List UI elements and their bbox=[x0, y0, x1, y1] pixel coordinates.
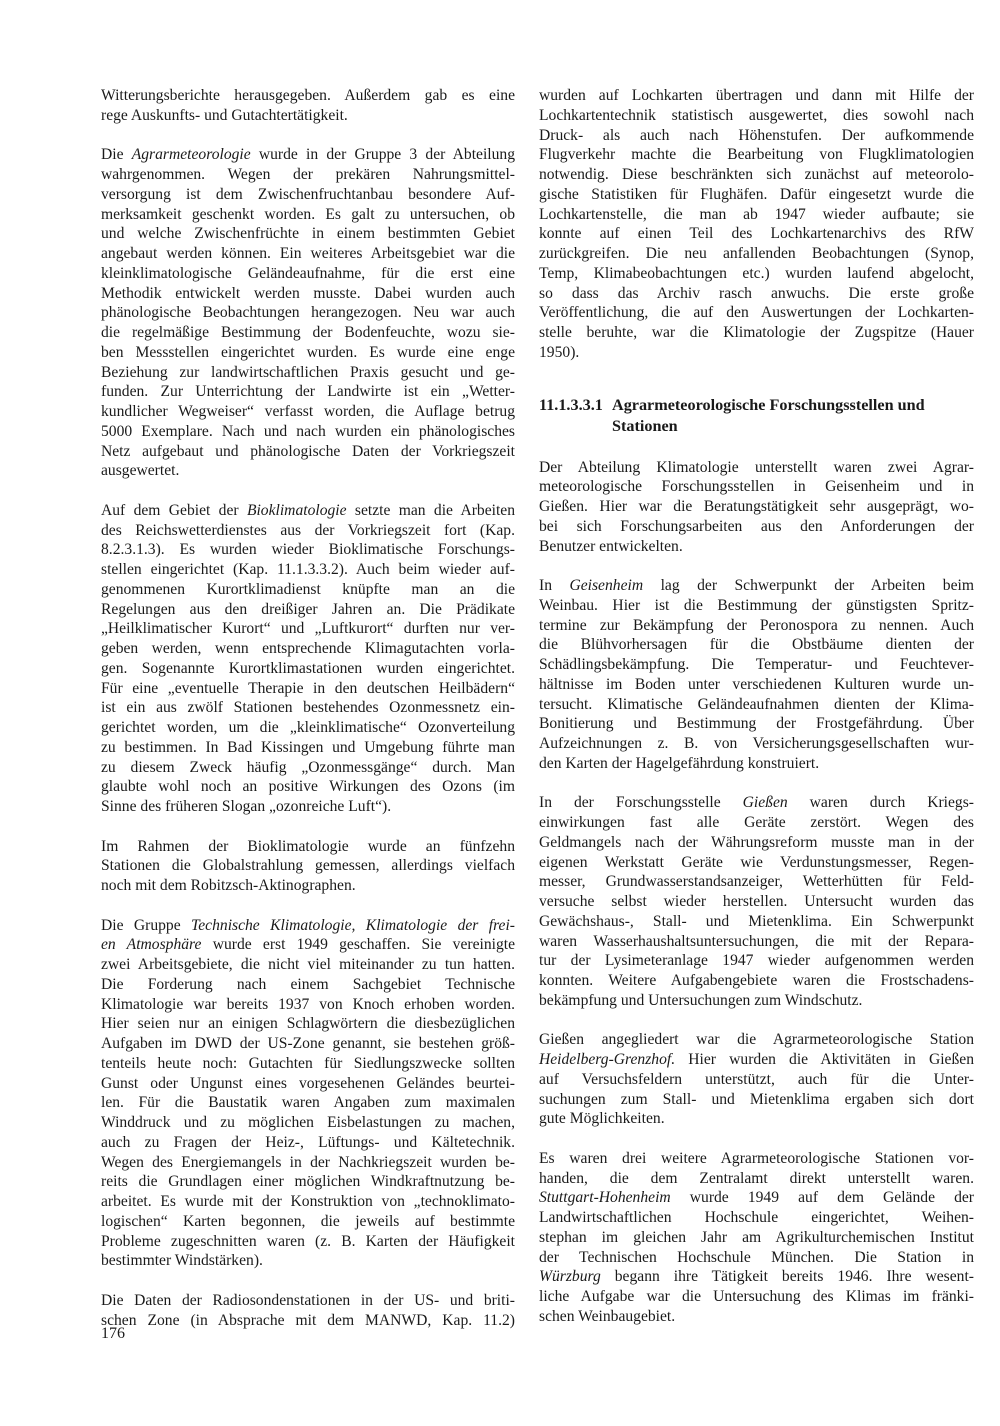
text-line: tenteils heute noch: Gutachten für Siedlungszwecke sollten bbox=[101, 1054, 515, 1072]
text-line: handen, die dem Zentralamt direkt unterstellt waren. bbox=[539, 1169, 974, 1187]
text-line: stephan im gleichen Jahr am Agrikulturchemischen Institut bbox=[539, 1228, 974, 1246]
text-line: Würzburg begann ihre Tätigkeit bereits 1946. Ihre wesent- bbox=[539, 1268, 974, 1286]
emphasis-term: Heidelberg-Grenzhof. bbox=[539, 1051, 676, 1068]
text-line: Auf dem Gebiet der Bioklimatologie setzte man die Arbeiten bbox=[101, 501, 515, 519]
text-line: eigenen Werkstatt Geräte wie Verdunstungsmesser, Regen- bbox=[539, 853, 974, 871]
section-heading bbox=[539, 395, 974, 437]
text-line: rege Auskunfts- und Gutachtertätigkeit. bbox=[101, 106, 348, 124]
text-line: Für eine „eventuelle Therapie in den deutschen Heilbädern“ bbox=[101, 679, 515, 697]
text-line: Im Rahmen der Bioklimatologie wurde an fünfzehn bbox=[101, 837, 515, 855]
right-column bbox=[539, 86, 974, 1346]
text-line: Witterungsberichte herausgegeben. Außerdem gab es eine bbox=[101, 87, 515, 104]
paragraph-lochkarten bbox=[539, 86, 974, 363]
text-line: gen. Sogenannte Kurortklimastationen wurden eingerichtet. bbox=[101, 659, 515, 677]
text-line: en Atmosphäre wurde erst 1949 geschaffen. Sie vereinigte bbox=[101, 936, 515, 954]
text-line: Schädlingsbekämpfung. Die Temperatur- und Feuchtever- bbox=[539, 656, 974, 673]
text-line: glaubte wohl noch an positive Wirkungen des Ozons (im bbox=[101, 778, 515, 796]
text-line: bei sich Forschungsarbeiten aus den Anforderungen der bbox=[539, 517, 974, 535]
text-line: merksamkeit geschenkt worden. Es galt zu untersuchen, ob bbox=[101, 205, 515, 223]
text-line: Gewächshaus-, Stall- und Mietenklima. Ein Schwerpunkt bbox=[539, 912, 974, 930]
text-line: Beziehung zur landwirtschaftlichen Praxis gesucht und ge- bbox=[101, 363, 515, 381]
text-line: Gießen angegliedert war die Agrarmeteorologische Station bbox=[539, 1031, 974, 1049]
text-line: suchungen zum Stall- und Mietenklima ergaben sich dort bbox=[539, 1090, 974, 1108]
text-line: hältnisse im Boden unter verschiedenen Kulturen wurde un- bbox=[539, 675, 974, 693]
paragraph-abteilung-klimatologie bbox=[539, 458, 974, 557]
text-line: bekämpfung und Untersuchungen zum Windschutz. bbox=[539, 991, 863, 1009]
text-line: Es waren drei weitere Agrarmeteorologische Stationen vor- bbox=[539, 1149, 974, 1167]
text-line: messer, Grundwasserstandsanzeiger, Wetterhütten für Feld- bbox=[539, 873, 974, 891]
text-line: Flugverkehr machte die Bearbeitung von Flugklimatologien bbox=[539, 146, 974, 164]
text-line: Veröffentlichung, die auf den Auswertungen der Lochkarten- bbox=[539, 304, 974, 322]
text-line: Geldmangels nach der Währungsreform musste man in der bbox=[539, 833, 974, 851]
text-line: funden. Zur Unterrichtung der Landwirte ist ein „Wetter- bbox=[101, 383, 515, 401]
text-line: die Blühvorhersagen für die Obstbäume dienten der bbox=[539, 636, 974, 654]
text-line: liche Aufgabe war die Untersuchung des Klimas im fränki- bbox=[539, 1288, 974, 1305]
text-line: Aufgaben im DWD der US-Zone genannt, sie bestehen größ- bbox=[101, 1035, 515, 1052]
text-line: der Technischen Hochschule München. Die Station in bbox=[539, 1248, 974, 1266]
text-line: tur der Lysimeteranlage 1947 wieder aufgenommen werden bbox=[539, 952, 974, 970]
text-line: Der Abteilung Klimatologie unterstellt waren zwei Agrar- bbox=[539, 458, 974, 476]
text-line: termine zur Bekämpfung der Peronospora zu nennen. Auch bbox=[539, 616, 974, 634]
text-line: Weinbau. Hier ist die Bestimmung der günstigsten Spritz- bbox=[539, 596, 974, 614]
text-line: gute Möglichkeiten. bbox=[539, 1110, 665, 1128]
text-line: Methodik entwickelt werden musste. Dabei wurden auch bbox=[101, 284, 515, 302]
text-line: Gießen. Hier war die Beratungstätigkeit sehr ausgeprägt, wo- bbox=[539, 498, 974, 515]
text-line: den Karten der Hagelgefährdung konstruiert. bbox=[539, 754, 820, 772]
text-line: gerichtet worden, um die „kleinklimatische“ Ozonverteilung bbox=[101, 719, 515, 736]
emphasis-term: en Atmosphäre bbox=[101, 936, 202, 954]
text-line: tersucht. Klimatische Geländeaufnahmen dienten der Klima- bbox=[539, 695, 974, 713]
emphasis-term: Technische Klimatologie, Klimatologie der frei- bbox=[191, 916, 516, 934]
text-line: und welche Zwischenfrüchte in einem bestimmten Gebiet bbox=[101, 225, 515, 243]
text-line: zu bestimmen. In Bad Kissingen und Umgebung führte man bbox=[101, 738, 515, 756]
text-line: Winddruck und zu möglichen Eisbelastungen zu machen, bbox=[101, 1114, 515, 1131]
paragraph-bioklimatologie bbox=[101, 501, 515, 817]
text-line: Stationen die Globalstrahlung gemessen, allerdings vielfach bbox=[101, 857, 515, 875]
text-line: konnten. Weitere Aufgabengebiete waren die Frostschadens- bbox=[539, 972, 974, 989]
text-line: schen Zone (in Absprache mit dem MANWD, Kap. 11.2) bbox=[101, 1311, 515, 1329]
text-line: ausgewertet. bbox=[101, 462, 180, 480]
text-line: Gunst oder Ungunst eines vorgesehenen Geländes beurtei- bbox=[101, 1074, 515, 1092]
emphasis-term: Gießen bbox=[742, 794, 788, 812]
text-line: Netz aufgebaut und phänologische Daten der Vorkriegszeit bbox=[101, 442, 515, 460]
section-number: 11.1.3.3.1 bbox=[539, 395, 603, 414]
text-line: len. Für die Baustatik waren Angaben zum maximalen bbox=[101, 1094, 515, 1112]
paragraph-giessen bbox=[539, 793, 974, 1010]
text-line: geben werden, wenn entsprechende Klimagutachten vorla- bbox=[101, 640, 515, 657]
text-line: Regelungen aus den dreißiger Jahren an. Die Prädikate bbox=[101, 600, 515, 618]
text-line: Die Gruppe Technische Klimatologie, Klimatologie der frei- bbox=[101, 916, 516, 934]
emphasis-term: Stuttgart-Hohenheim bbox=[539, 1189, 671, 1207]
text-line: die regelmäßige Bestimmung der Bodenfeuchte, wozu sie- bbox=[101, 324, 515, 341]
text-line: „Heilklimatischer Kurort“ und „Luftkurort“ durften nur ver- bbox=[101, 620, 515, 638]
text-line: ist ein aus zwölf Stationen bestehendes Ozonmessnetz ein- bbox=[101, 699, 515, 717]
text-line: kleinklimatologische Geländeaufnahme, für die erst eine bbox=[101, 264, 515, 282]
paragraph-radiosonden bbox=[101, 1291, 515, 1331]
text-line: Klimatologie war bereits 1937 von Knoch erhoben worden. bbox=[101, 995, 515, 1013]
text-line: wurden auf Lochkarten übertragen und dann mit Hilfe der bbox=[539, 87, 974, 104]
text-line: stellen eingerichtet (Kap. 11.1.3.3.2). Auch beim wieder auf- bbox=[101, 561, 515, 578]
text-line: Die Agrarmeteorologie wurde in der Gruppe 3 der Abteilung bbox=[101, 146, 516, 164]
text-line: Die Daten der Radiosondenstationen in der US- und briti- bbox=[101, 1291, 515, 1309]
section-title: Agrarmeteorologische Forschungsstellen und bbox=[612, 395, 925, 414]
section-title-continued: Stationen bbox=[612, 416, 678, 435]
text-line: zu diesem Zweck häufig „Ozonmessgänge“ durch. Man bbox=[101, 758, 515, 776]
text-line: arbeitet. Es wurde mit der Konstruktion von „technoklimato- bbox=[101, 1193, 515, 1210]
text-line: logischen“ Karten begonnen, die jeweils auf bestimmte bbox=[101, 1212, 515, 1230]
paragraph-technische-klimatologie bbox=[101, 916, 515, 1272]
text-line: Heidelberg-Grenzhof. Hier wurden die Aktivitäten in Gießen bbox=[539, 1051, 974, 1068]
text-line: 1950). bbox=[539, 343, 580, 361]
text-line: versuche selbst wieder herstellen. Untersucht wurden das bbox=[539, 893, 974, 910]
text-line: zurückgreifen. Die neu anfallenden Beobachtungen (Synop, bbox=[539, 245, 974, 262]
text-line: genommenen Kurortklimadienst knüpfte man an die bbox=[101, 580, 515, 598]
text-line: so dass das Archiv rasch anwuchs. Die erste große bbox=[539, 284, 974, 302]
text-line: Benutzer entwickelten. bbox=[539, 537, 683, 555]
paragraph-heidelberg-grenzhof bbox=[539, 1030, 974, 1129]
text-line: stelle beruhte, war die Klimatologie der Zugspitze (Hauer bbox=[539, 324, 974, 341]
text-line: schen Weinbaugebiet. bbox=[539, 1307, 676, 1325]
paragraph-weitere-stationen bbox=[539, 1149, 974, 1327]
text-line: noch mit dem Robitzsch-Aktinographen. bbox=[101, 877, 356, 894]
emphasis-term: Würzburg bbox=[539, 1268, 601, 1286]
text-line: kundlicher Wegweiser“ verfasst worden, die Auflage betrug bbox=[101, 403, 515, 420]
text-line: meteorologische Forschungsstellen in Geisenheim und in bbox=[539, 478, 974, 496]
text-line: des Reichswetterdienstes aus der Vorkriegszeit fort (Kap. bbox=[101, 521, 515, 539]
text-line: Aufzeichnungen z. B. von Versicherungsgesellschaften wur- bbox=[539, 735, 974, 752]
emphasis-term: Agrarmeteorologie bbox=[131, 146, 251, 164]
text-line: phänologische Beobachtungen herangezogen. Neu war auch bbox=[101, 304, 515, 322]
text-line: konnte auf einen Teil des Lochkartenarchivs des RfW bbox=[539, 225, 974, 243]
text-line: Wegen des Energiemangels in der Nachkriegszeit wurden be- bbox=[101, 1153, 515, 1171]
text-line: zwei Arbeitsgebiete, die nicht viel miteinander zu tun hatten. bbox=[101, 956, 515, 973]
text-line: 5000 Exemplare. Nach und nach wurden ein phänologisches bbox=[101, 422, 515, 440]
text-line: Sinne des früheren Slogan „ozonreiche Luft“). bbox=[101, 798, 392, 815]
text-line: versorgung ist dem Zwischenfruchtanbau besondere Auf- bbox=[101, 185, 515, 203]
text-line: ben Messstellen eingerichtet wurden. Es wurde eine enge bbox=[101, 343, 515, 361]
text-line: Stuttgart-Hohenheim wurde 1949 auf dem Gelände der bbox=[539, 1189, 974, 1207]
text-line: 8.2.3.1.3). Es wurden wieder Bioklimatische Forschungs- bbox=[101, 541, 515, 559]
text-line: wahrgenommen. Wegen der prekären Nahrungsmittel- bbox=[101, 166, 515, 183]
emphasis-term: Geisenheim bbox=[569, 577, 644, 594]
text-line: auf Versuchsfeldern unterstützt, auch für die Unter- bbox=[539, 1070, 974, 1088]
text-line: Hier seien nur an einigen Schlagwörtern die diesbezüglichen bbox=[101, 1015, 515, 1033]
paragraph-globalstrahlung bbox=[101, 837, 515, 896]
text-line: Lochkartenstelle, die man ab 1947 wieder aufbaute; sie bbox=[539, 205, 974, 223]
text-line: Druck- als auch nach Höhenstufen. Der aufkommende bbox=[539, 126, 974, 144]
text-line: einwirkungen fast alle Geräte zerstört. Wegen des bbox=[539, 814, 974, 831]
text-line: gische Statistiken für Flughäfen. Dafür eingesetzt wurde die bbox=[539, 185, 974, 203]
text-line: Bonitierung und Bestimmung der Frostgefährdung. Über bbox=[539, 715, 974, 733]
emphasis-term: Bioklimatologie bbox=[246, 501, 347, 519]
text-line: notwendig. Diese beschränkten sich zunächst auf meteorolo- bbox=[539, 166, 974, 183]
paragraph-geisenheim bbox=[539, 576, 974, 774]
text-line: reits die Grundlagen einer möglichen Windkraftnutzung be- bbox=[101, 1173, 515, 1191]
text-line: waren Wasserhaushaltsuntersuchungen, die mit der Repara- bbox=[539, 932, 974, 950]
text-line: angebaut werden können. Ein weiteres Arbeitsgebiet war die bbox=[101, 245, 515, 262]
text-line: Die Forderung nach einem Sachgebiet Technische bbox=[101, 975, 515, 993]
left-column bbox=[101, 86, 515, 1350]
text-line: bestimmter Windstärken). bbox=[101, 1252, 263, 1270]
text-line: Lochkartentechnik statistisch ausgewertet, dies sowohl nach bbox=[539, 106, 974, 124]
paragraph-agrarmeteorologie bbox=[101, 145, 515, 481]
paragraph-weather-reports bbox=[101, 86, 515, 126]
text-line: In der Forschungsstelle Gießen waren durch Kriegs- bbox=[539, 794, 974, 812]
text-line: Probleme zugeschnitten waren (z. B. Karten der Häufigkeit bbox=[101, 1232, 515, 1250]
page-number: 176 bbox=[101, 1325, 125, 1342]
text-line: In Geisenheim lag der Schwerpunkt der Arbeiten beim bbox=[539, 577, 974, 594]
text-line: auch zu Fragen der Heiz-, Lüftungs- und Kältetechnik. bbox=[101, 1133, 515, 1151]
text-line: Temp, Klimabeobachtungen etc.) wurden laufend abgelocht, bbox=[539, 264, 974, 282]
text-line: Landwirtschaftlichen Hochschule eingerichtet, Weihen- bbox=[539, 1209, 974, 1226]
